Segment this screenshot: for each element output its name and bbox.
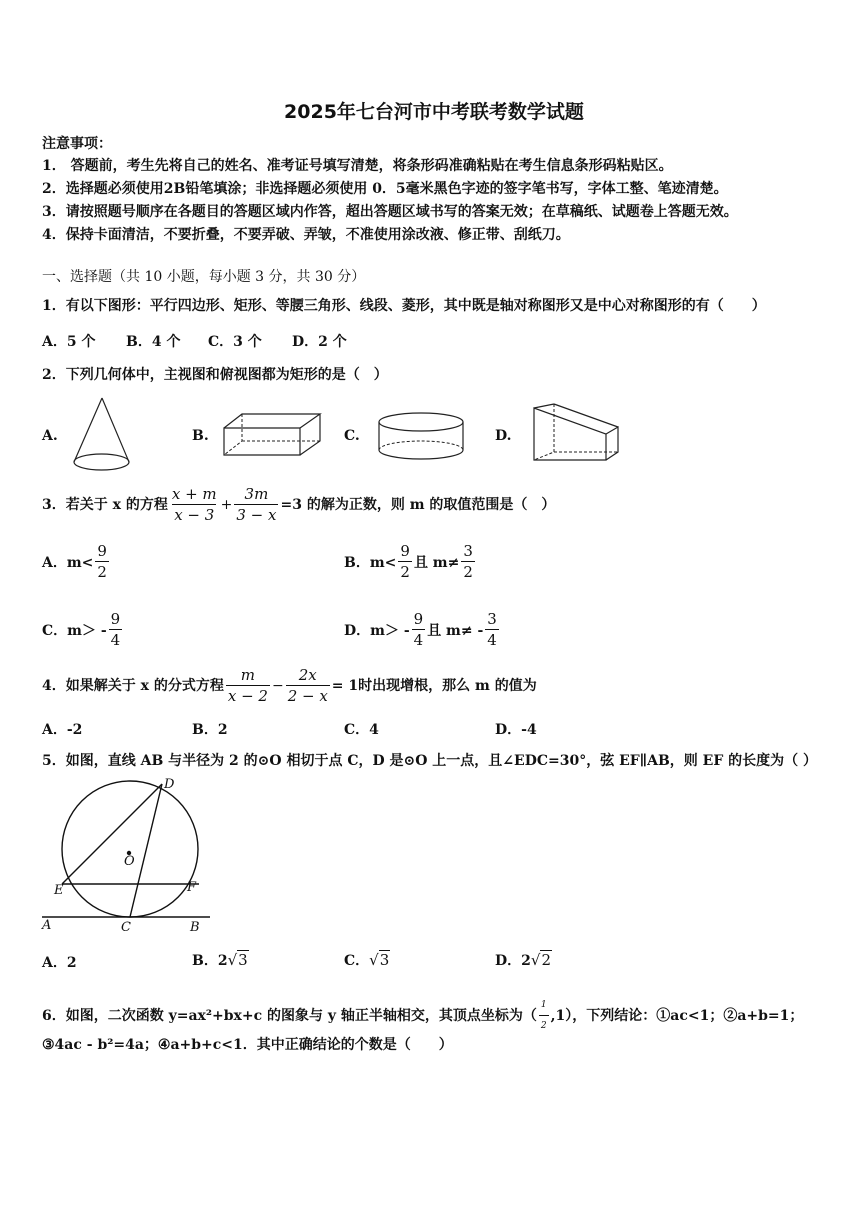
q2-label-a: A. (42, 428, 58, 444)
q1-option-d: D．2 个 (292, 334, 347, 350)
q3-c-prefix: C．m＞ - (42, 622, 107, 639)
q5-b-prefix: B．2 (192, 953, 228, 969)
q6-post: ,1），下列结论：①ac<1；②a+b=1； (550, 1007, 804, 1024)
q3-d-prefix: D．m＞ - (344, 622, 410, 639)
cone-figure (68, 395, 138, 475)
q5-option-d (495, 950, 552, 970)
q4-minus: − (271, 677, 284, 694)
q4-fraction-2 (286, 666, 330, 705)
q3-prefix: 3．若关于 x 的方程 (42, 496, 168, 513)
q6-vx-den: 2 (539, 1015, 549, 1035)
section-heading: 一、选择题（共 10 小题，每小题 3 分，共 30 分） (42, 269, 366, 285)
label-d: D (164, 777, 175, 792)
q3-b-den2: 2 (463, 563, 473, 581)
q3-d-num2: 3 (487, 610, 497, 628)
page-title: 2025年七台河市中考联考数学试题 (284, 101, 584, 123)
notice-item-1: 1． 答题前，考生先将自己的姓名、准考证号填写清楚，将条形码准确粘贴在考生信息条形码粘贴区。 (42, 158, 673, 174)
q3-a-fraction (95, 542, 109, 581)
q3-b-num: 9 (400, 542, 410, 560)
q4-option-b: B．2 (192, 722, 228, 738)
q5-stem: 5．如图，直线 AB 与半径为 2 的⊙O 相切于点 C，D 是⊙O 上一点，且∠EDC=30°，弦 EF∥AB，则 EF 的长度为（ ） (42, 753, 818, 769)
q2-stem: 2．下列几何体中，主视图和俯视图都为矩形的是（ ） (42, 367, 388, 383)
q3-b-fraction-2 (461, 542, 475, 581)
q6-stem-line-2: ③4ac - b²=4a；④a+b+c<1．其中正确结论的个数是（ ） (42, 1037, 453, 1053)
cuboid-figure (220, 410, 330, 460)
q6-vertex-fraction (539, 996, 549, 1035)
q5-c-radicand: 3 (379, 951, 390, 969)
q3-f1-denominator: x − 3 (174, 506, 215, 524)
label-o: O (124, 854, 135, 869)
q3-option-d (344, 610, 501, 649)
q4-option-c: C．4 (344, 722, 379, 738)
q4-f1-numerator: m (240, 666, 256, 684)
q3-b-mid: 且 m≠ (413, 554, 460, 571)
q3-d-fraction-2 (485, 610, 499, 649)
q3-c-den: 4 (110, 631, 121, 649)
q4-prefix: 4．如果解关于 x 的分式方程 (42, 677, 224, 694)
q4-option-a: A．-2 (42, 722, 83, 738)
q5-b-sqrt: √3 (227, 951, 248, 969)
q3-f2-numerator: 3m (244, 485, 269, 503)
q3-c-num: 9 (110, 610, 121, 628)
q4-option-d: D．-4 (495, 722, 537, 738)
q3-b-den: 2 (400, 563, 410, 581)
notice-item-2: 2．选择题必须使用2B铅笔填涂；非选择题必须使用 0．5毫米黑色字迹的签字笔书写，字体工整、笔迹清楚。 (42, 181, 728, 197)
q4-suffix: = 1时出现增根，那么 m 的值为 (331, 677, 537, 694)
q2-label-c: C. (344, 428, 360, 444)
q3-fraction-2 (234, 485, 278, 524)
q3-stem (42, 485, 555, 524)
q5-d-radicand: 2 (541, 951, 551, 969)
q5-c-prefix: C． (344, 953, 370, 969)
q5-d-sqrt: √2 (530, 951, 551, 969)
q3-option-c (42, 610, 124, 649)
q3-option-a (42, 542, 111, 581)
q5-c-sqrt: √3 (369, 951, 390, 969)
q3-a-num: 9 (97, 542, 107, 560)
cylinder-figure (376, 410, 468, 466)
label-a: A (42, 918, 52, 933)
q3-d-den: 4 (413, 631, 424, 649)
label-c: C (121, 920, 131, 935)
q3-d-mid: 且 m≠ - (427, 622, 484, 639)
q1-option-c: C．3 个 (208, 334, 262, 350)
notice-heading: 注意事项： (42, 136, 112, 152)
q4-f1-denominator: x − 2 (227, 687, 268, 705)
q3-fraction-1 (170, 485, 219, 524)
q5-option-c (344, 950, 390, 970)
notice-item-3: 3．请按照题号顺序在各题目的答题区域内作答，超出答题区域书写的答案无效；在草稿纸、试题卷上答题无效。 (42, 204, 738, 220)
q3-d-fraction-1 (412, 610, 426, 649)
q3-d-den2: 4 (487, 631, 497, 649)
q1-stem: 1．有以下图形：平行四边形、矩形、等腰三角形、线段、菱形，其中既是轴对称图形又是中心对称图形的有（ ） (42, 298, 766, 314)
label-b: B (190, 920, 200, 935)
q5-option-b (192, 950, 249, 970)
notice-item-4: 4．保持卡面清洁，不要折叠，不要弄破、弄皱，不准使用涂改液、修正带、刮纸刀。 (42, 227, 570, 243)
q1-option-a: A．5 个 (42, 334, 96, 350)
q3-option-b (344, 542, 477, 581)
q6-pre: 6．如图，二次函数 y=ax²+bx+c 的图象与 y 轴正半轴相交，其顶点坐标为（ (42, 1007, 537, 1024)
q5-d-prefix: D．2 (495, 953, 531, 969)
q6-stem-line-1 (42, 996, 803, 1035)
label-e: E (54, 883, 64, 898)
label-f: F (187, 880, 197, 895)
q4-f2-numerator: 2x (298, 666, 317, 684)
q3-a-den: 2 (97, 563, 107, 581)
q2-label-b: B. (192, 428, 209, 444)
q3-c-fraction (109, 610, 123, 649)
q2-label-d: D. (495, 428, 512, 444)
q3-a-prefix: A．m< (42, 554, 94, 571)
q5-option-a: A．2 (42, 955, 77, 971)
q5-b-radicand: 3 (238, 951, 248, 969)
prism-figure (526, 404, 622, 466)
q6-vx-num: 1 (540, 1000, 547, 1010)
q3-b-fraction-1 (398, 542, 412, 581)
q4-f2-denominator: 2 − x (287, 687, 328, 705)
q3-b-prefix: B．m< (344, 554, 397, 571)
q1-option-b: B．4 个 (126, 334, 181, 350)
q3-b-num2: 3 (463, 542, 473, 560)
q3-f1-numerator: x + m (171, 485, 217, 503)
q3-suffix: =3 的解为正数，则 m 的取值范围是（ ） (280, 496, 556, 513)
q3-plus: + (220, 496, 233, 513)
q3-f2-denominator: 3 − x (236, 506, 277, 524)
q4-fraction-1 (226, 666, 270, 705)
q3-d-num: 9 (413, 610, 424, 628)
q4-stem (42, 666, 537, 705)
